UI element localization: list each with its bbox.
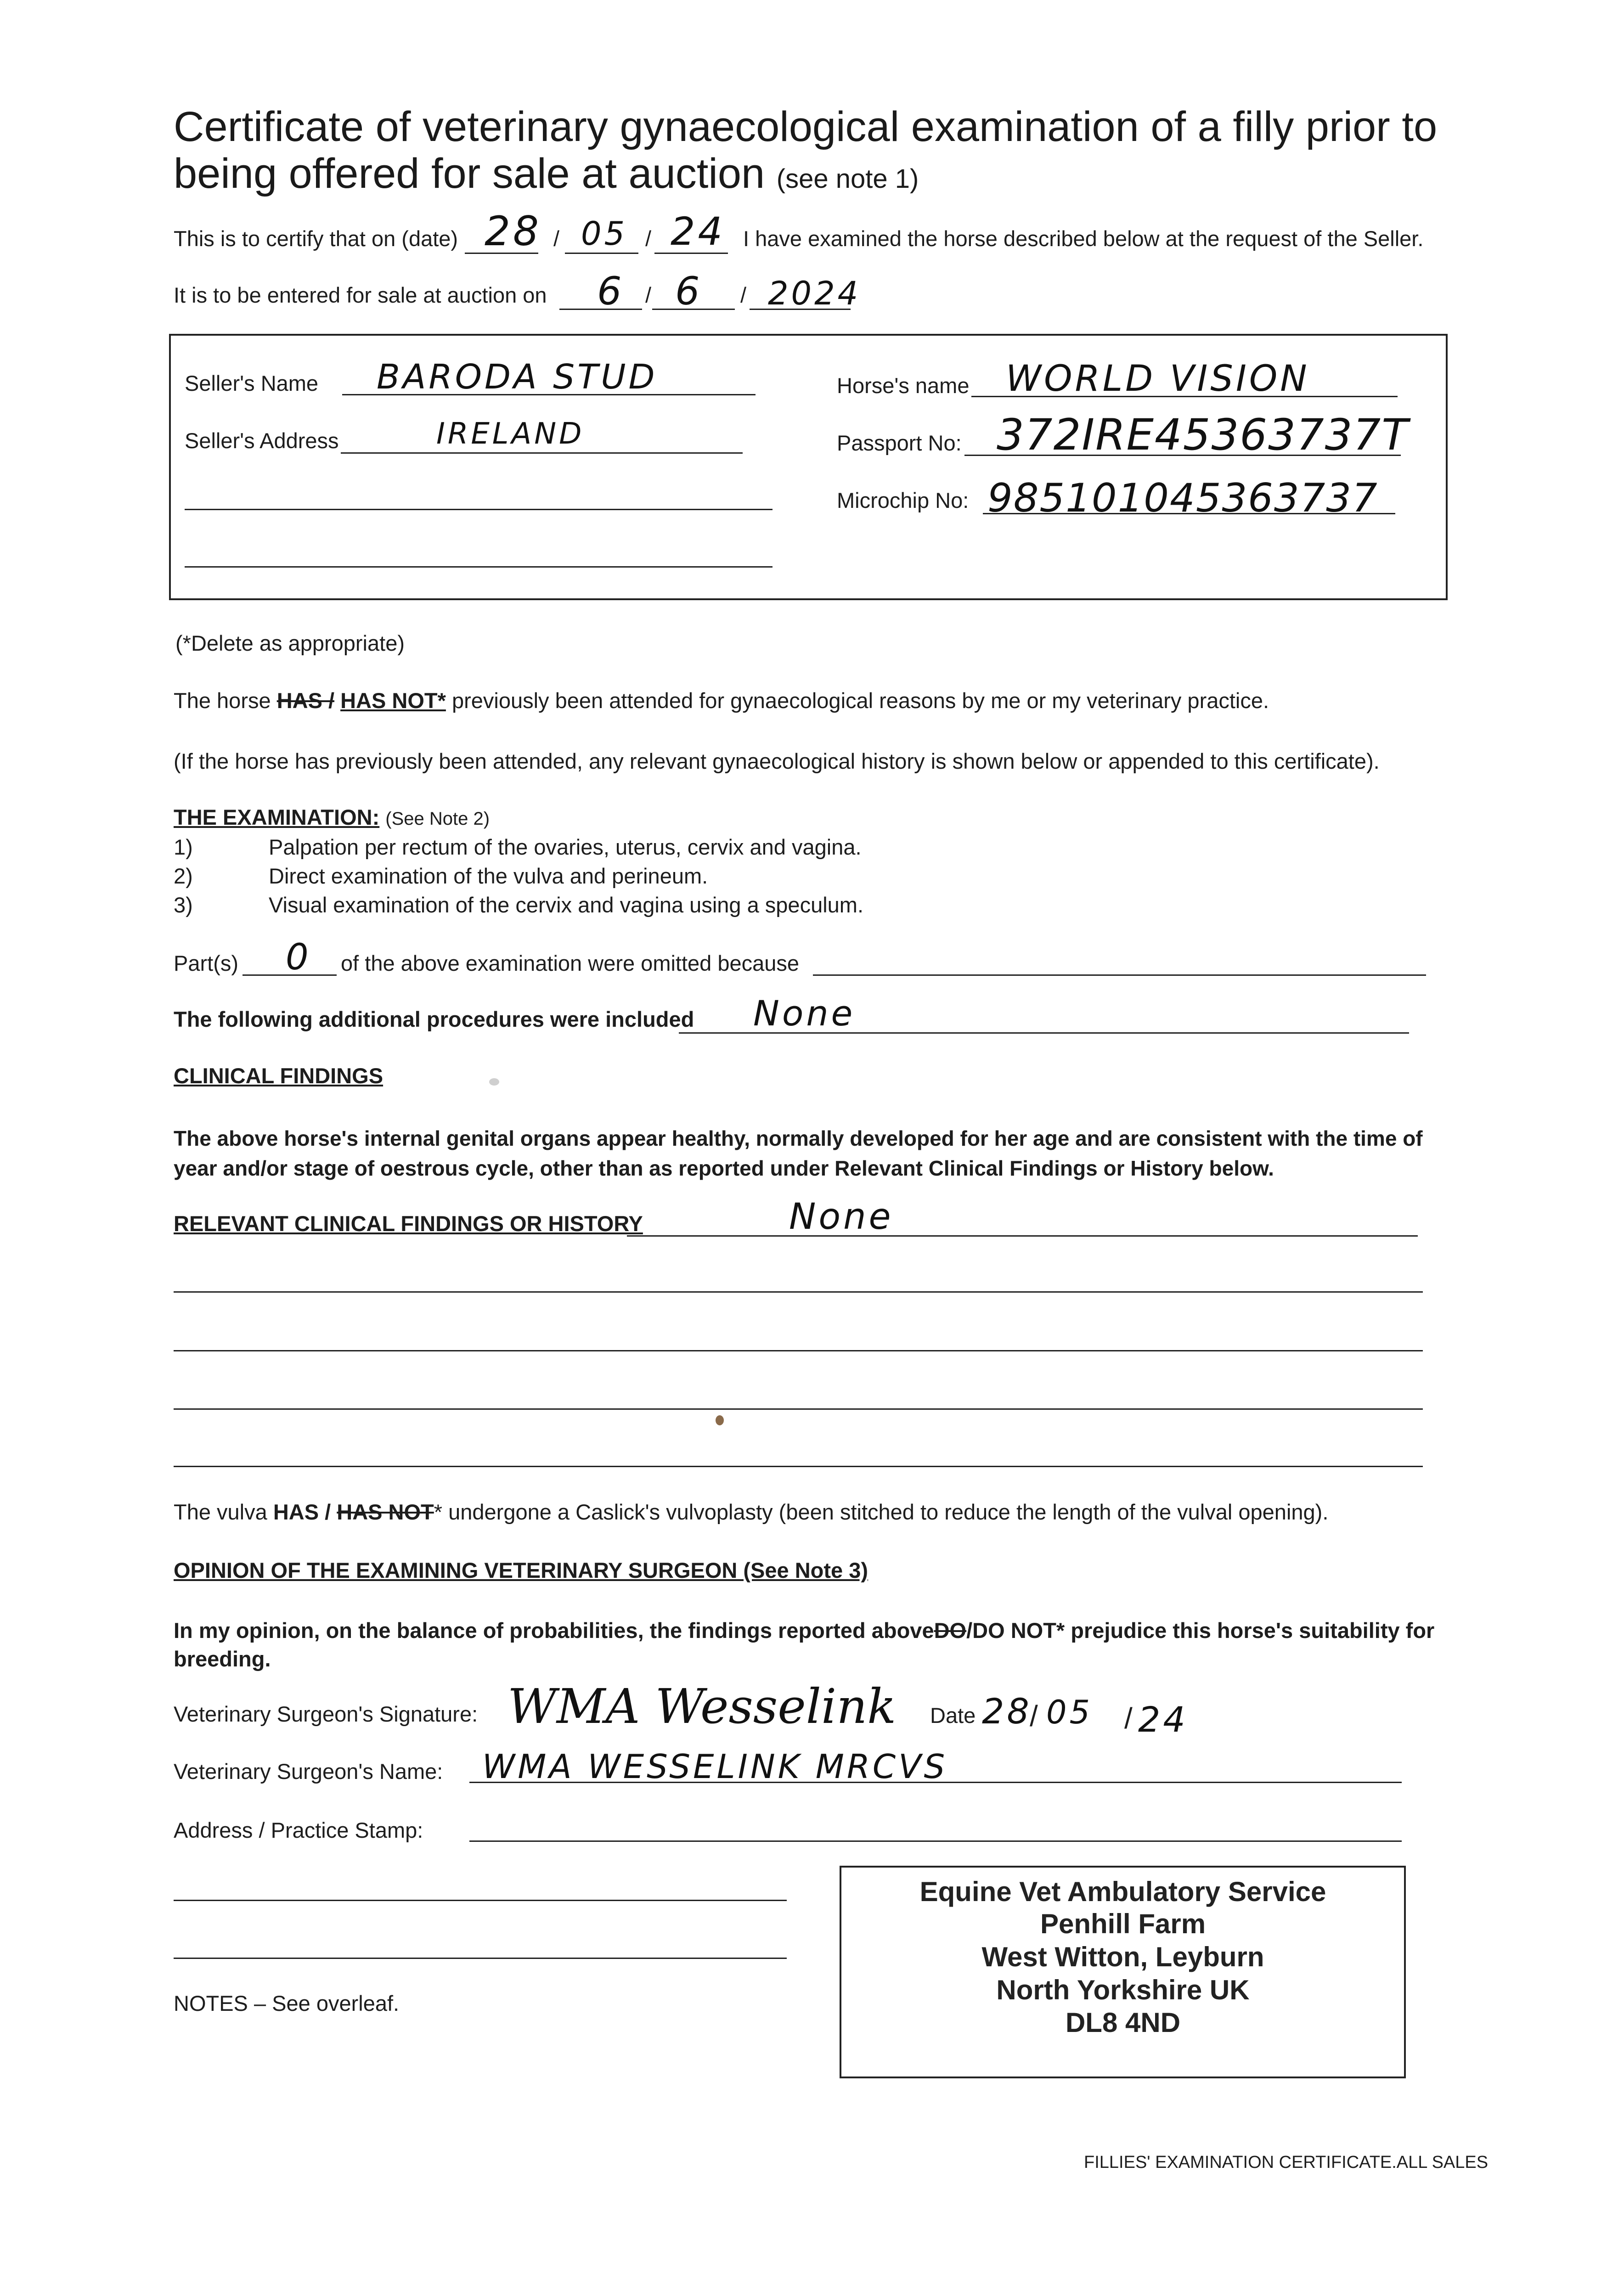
- history-note: (If the horse has previously been attended, any relevant gynaecological history is shown below or appended to this certificate).: [174, 749, 1380, 773]
- date-label: Date: [930, 1703, 976, 1728]
- opinion-text-b: /DO NOT* prejudice this horse's suitability for: [966, 1618, 1435, 1643]
- omitted-reason-line: [813, 974, 1426, 976]
- address-line-2: [174, 1900, 787, 1901]
- stamp-line: West Witton, Leyburn: [981, 1941, 1264, 1972]
- opinion-heading: OPINION OF THE EXAMINING VETERINARY SURGEON (See Note 3): [174, 1558, 868, 1582]
- seller-address-line-3: [185, 566, 773, 568]
- certify-year: 24: [671, 209, 725, 254]
- exam-item-text: Palpation per rectum of the ovaries, uterus, cervix and vagina.: [269, 835, 862, 859]
- footer-text: FILLIES' EXAMINATION CERTIFICATE.ALL SALES: [1084, 2153, 1489, 2172]
- passport-value: 372IRE45363737T: [997, 410, 1409, 460]
- seller-address-label: Seller's Address: [185, 428, 339, 453]
- delete-note: (*Delete as appropriate): [175, 631, 405, 655]
- address-line-3: [174, 1958, 787, 1959]
- examination-heading-note: (See Note 2): [385, 809, 490, 829]
- attended-chosen: HAS NOT*: [340, 688, 446, 713]
- clinical-statement: The above horse's internal genital organs appear healthy, normally developed for her age and are consistent with the time of year and/or stage of oestrous cycle, other than as reported under Relevant Clinical Findings or History below.: [174, 1126, 1423, 1180]
- attended-suffix: previously been attended for gynaecological reasons by me or my veterinary practice.: [451, 688, 1269, 713]
- signature-date-month: 05: [1046, 1694, 1093, 1731]
- signature-date-day: 28: [982, 1691, 1032, 1732]
- seller-name-label: Seller's Name: [185, 371, 319, 395]
- certify-suffix: I have examined the horse described below at the request of the Seller.: [743, 226, 1424, 251]
- microchip-value: 985101045363737: [987, 475, 1378, 521]
- seller-address-value: IRELAND: [436, 417, 585, 451]
- opinion-struck: DO: [934, 1618, 967, 1643]
- vulva-line: [174, 1499, 1328, 1525]
- horse-name-label: Horse's name: [837, 373, 970, 398]
- stamp-line: Equine Vet Ambulatory Service: [919, 1876, 1326, 1907]
- date-slash: /: [645, 283, 652, 307]
- address-label: Address / Practice Stamp:: [174, 1818, 423, 1842]
- examination-heading: THE EXAMINATION:: [174, 805, 380, 829]
- vulva-struck: HAS NOT: [337, 1500, 434, 1524]
- auction-month: 6: [675, 269, 703, 314]
- title-note: (see note 1): [776, 164, 919, 194]
- relevant-line-1: [627, 1235, 1418, 1237]
- signature-value: WMA Wesselink: [508, 1678, 897, 1734]
- surgeon-name-value: WMA WESSELINK MRCVS: [482, 1747, 948, 1786]
- vulva-chosen: HAS /: [273, 1500, 331, 1524]
- notes-text: NOTES – See overleaf.: [174, 1991, 400, 2015]
- date-slash: /: [553, 226, 560, 251]
- omitted-suffix: of the above examination were omitted because: [341, 951, 800, 975]
- passport-label: Passport No:: [837, 431, 962, 455]
- relevant-line-5: [174, 1466, 1423, 1467]
- relevant-value: None: [789, 1196, 894, 1238]
- omitted-value: 0: [286, 937, 311, 978]
- exam-item-num: 3): [174, 893, 193, 917]
- certify-month-line: [565, 253, 638, 254]
- stamp-line: North Yorkshire UK: [996, 1975, 1250, 2005]
- scan-speck: [716, 1415, 724, 1425]
- attended-line: [174, 688, 1269, 713]
- relevant-line-4: [174, 1408, 1423, 1410]
- attended-prefix: The horse: [174, 688, 271, 713]
- address-line-1: [469, 1840, 1402, 1842]
- exam-item-text: Visual examination of the cervix and vagina using a speculum.: [269, 893, 864, 917]
- certify-prefix: This is to certify that on (date): [174, 226, 458, 251]
- stamp-line: Penhill Farm: [1040, 1908, 1206, 1939]
- auction-year: 2024: [768, 275, 861, 312]
- attended-struck: HAS /: [276, 688, 335, 713]
- date-slash: /: [645, 226, 652, 251]
- examination-heading-row: [174, 805, 490, 830]
- document-title: [174, 103, 1551, 203]
- certify-day: 28: [485, 208, 541, 255]
- exam-item-num: 2): [174, 864, 193, 888]
- opinion-text-a: In my opinion, on the balance of probabilities, the findings reported above: [174, 1618, 934, 1643]
- vulva-prefix: The vulva: [174, 1500, 267, 1524]
- relevant-label: RELEVANT CLINICAL FINDINGS OR HISTORY: [174, 1211, 643, 1236]
- date-slash: /: [1124, 1702, 1133, 1735]
- stamp-line: DL8 4ND: [1065, 2007, 1181, 2038]
- seller-address-line-2: [185, 509, 773, 510]
- opinion-line-1: [174, 1618, 1434, 1643]
- horse-name-value: WORLD VISION: [1006, 358, 1310, 400]
- date-slash: /: [1030, 1699, 1038, 1733]
- surgeon-name-label: Veterinary Surgeon's Name:: [174, 1759, 443, 1784]
- date-slash: /: [740, 283, 747, 307]
- signature-label: Veterinary Surgeon's Signature:: [174, 1702, 478, 1726]
- microchip-label: Microchip No:: [837, 488, 969, 512]
- additional-label: The following additional procedures were included: [174, 1007, 694, 1031]
- scan-speck: [489, 1078, 499, 1086]
- exam-item-text: Direct examination of the vulva and perineum.: [269, 864, 708, 888]
- relevant-line-2: [174, 1291, 1423, 1293]
- title-text: Certificate of veterinary gynaecological examination of a filly prior to being offered for sale at auction: [174, 103, 1438, 197]
- exam-item-num: 1): [174, 835, 193, 859]
- opinion-text-c: breeding.: [174, 1647, 271, 1671]
- seller-name-value: BARODA STUD: [377, 357, 658, 397]
- auction-day: 6: [597, 269, 625, 314]
- relevant-line-3: [174, 1350, 1423, 1351]
- clinical-heading: CLINICAL FINDINGS: [174, 1064, 383, 1088]
- certify-month: 05: [581, 215, 628, 253]
- seller-address-line: [341, 452, 743, 454]
- additional-value: None: [753, 993, 856, 1034]
- signature-date-year: 24: [1138, 1699, 1188, 1740]
- omitted-prefix: Part(s): [174, 951, 238, 975]
- vulva-suffix: * undergone a Caslick's vulvoplasty (been stitched to reduce the length of the vulval opening).: [434, 1500, 1329, 1524]
- auction-prefix: It is to be entered for sale at auction on: [174, 283, 547, 307]
